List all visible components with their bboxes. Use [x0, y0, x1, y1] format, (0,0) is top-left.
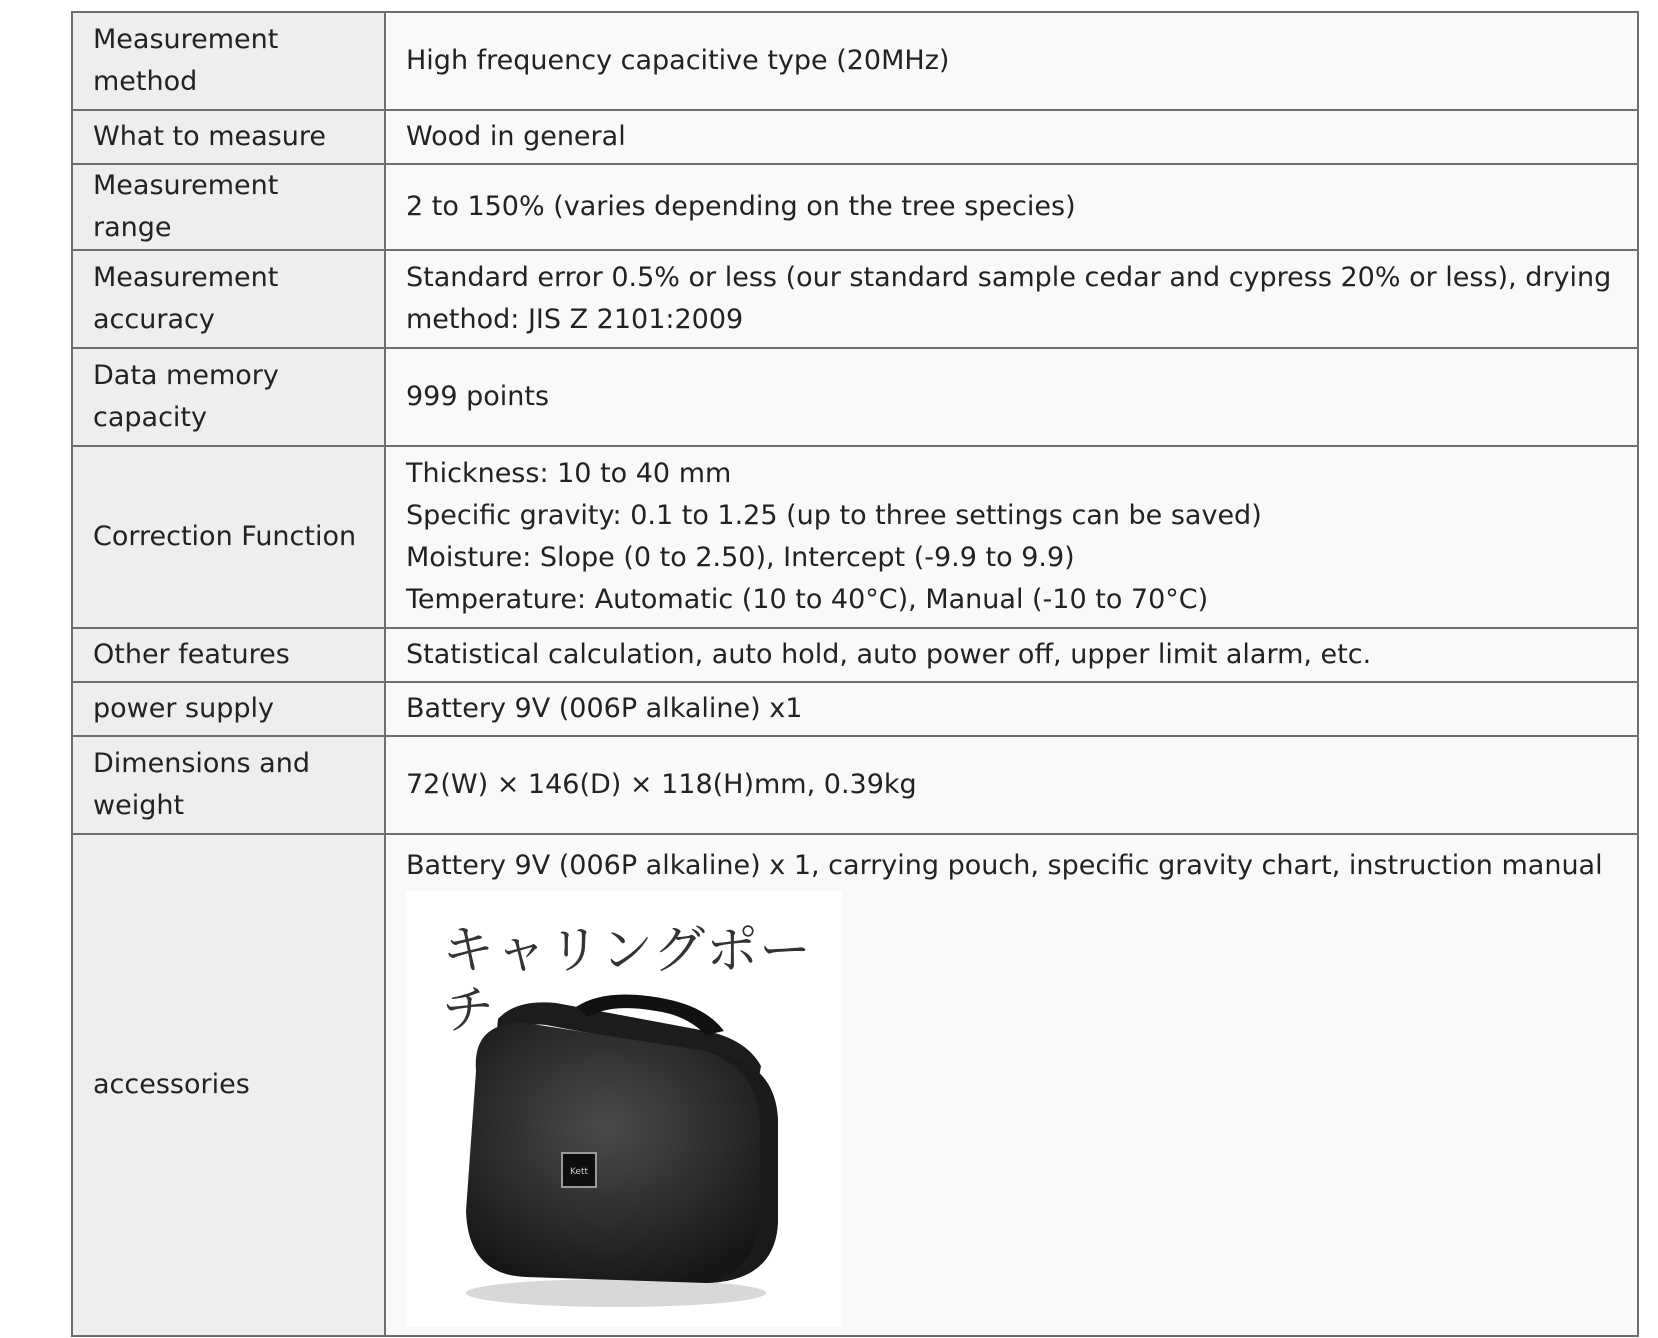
carrying-pouch-image — [406, 891, 842, 1327]
row-value — [385, 348, 1638, 446]
table-row — [72, 110, 1638, 164]
row-label — [72, 736, 385, 834]
value-line: Wood in general — [406, 121, 626, 152]
table-row — [72, 736, 1638, 834]
value-line: Temperature: Automatic (10 to 40°C), Manual (-10 to 70°C) — [406, 584, 1209, 615]
row-label: Correction Function — [72, 446, 385, 628]
value-line: Moisture: Slope (0 to 2.50), Intercept (-9.9 to 9.9) — [406, 542, 1075, 573]
row-value — [385, 250, 1638, 348]
value-line: Battery 9V (006P alkaline) x1 — [406, 693, 803, 724]
row-value — [385, 446, 1638, 628]
label-line: weight — [93, 790, 185, 821]
table-row — [72, 628, 1638, 682]
row-label: Measurement range — [72, 164, 385, 250]
row-value — [385, 736, 1638, 834]
table-row — [72, 12, 1638, 110]
value-line: Specific gravity: 0.1 to 1.25 (up to three settings can be saved) — [406, 500, 1262, 531]
value-line: Standard error 0.5% or less (our standard sample cedar and cypress 20% or less), drying — [406, 262, 1612, 293]
row-value — [385, 834, 1638, 1336]
value-line: Thickness: 10 to 40 mm — [406, 458, 732, 489]
label-line: Measurement — [93, 262, 279, 293]
row-value — [385, 12, 1638, 110]
row-label — [72, 250, 385, 348]
row-value — [385, 164, 1638, 250]
table-row — [72, 834, 1638, 1336]
table-row — [72, 348, 1638, 446]
row-label: accessories — [72, 834, 385, 1336]
value-line: 999 points — [406, 381, 550, 412]
value-line: 72(W) × 146(D) × 118(H)mm, 0.39kg — [406, 769, 917, 800]
label-line: accuracy — [93, 304, 215, 335]
row-value — [385, 628, 1638, 682]
value-line: Statistical calculation, auto hold, auto power off, upper limit alarm, etc. — [406, 639, 1372, 670]
table-row — [72, 682, 1638, 736]
row-value — [385, 110, 1638, 164]
value-line: High frequency capacitive type (20MHz) — [406, 45, 950, 76]
value-line: Battery 9V (006P alkaline) x 1, carrying pouch, specific gravity chart, instruction manual — [406, 850, 1603, 881]
pouch-caption: キャリングポーチ — [442, 921, 812, 1041]
spec-table — [71, 11, 1639, 1337]
label-line: Measurement — [93, 24, 279, 55]
pouch-logo-text: Kett — [569, 1167, 589, 1177]
row-label: Other features — [72, 628, 385, 682]
label-line: Data memory — [93, 360, 279, 391]
row-label — [72, 12, 385, 110]
label-line: method — [93, 66, 198, 97]
row-label: What to measure — [72, 110, 385, 164]
row-label — [72, 348, 385, 446]
table-row — [72, 250, 1638, 348]
label-line: capacity — [93, 402, 207, 433]
label-line: Dimensions and — [93, 748, 310, 779]
table-row — [72, 446, 1638, 628]
row-label: power supply — [72, 682, 385, 736]
value-line: method: JIS Z 2101:2009 — [406, 304, 744, 335]
pouch-shadow — [466, 1279, 766, 1307]
value-line: 2 to 150% (varies depending on the tree species) — [406, 191, 1076, 222]
table-row — [72, 164, 1638, 250]
row-value — [385, 682, 1638, 736]
